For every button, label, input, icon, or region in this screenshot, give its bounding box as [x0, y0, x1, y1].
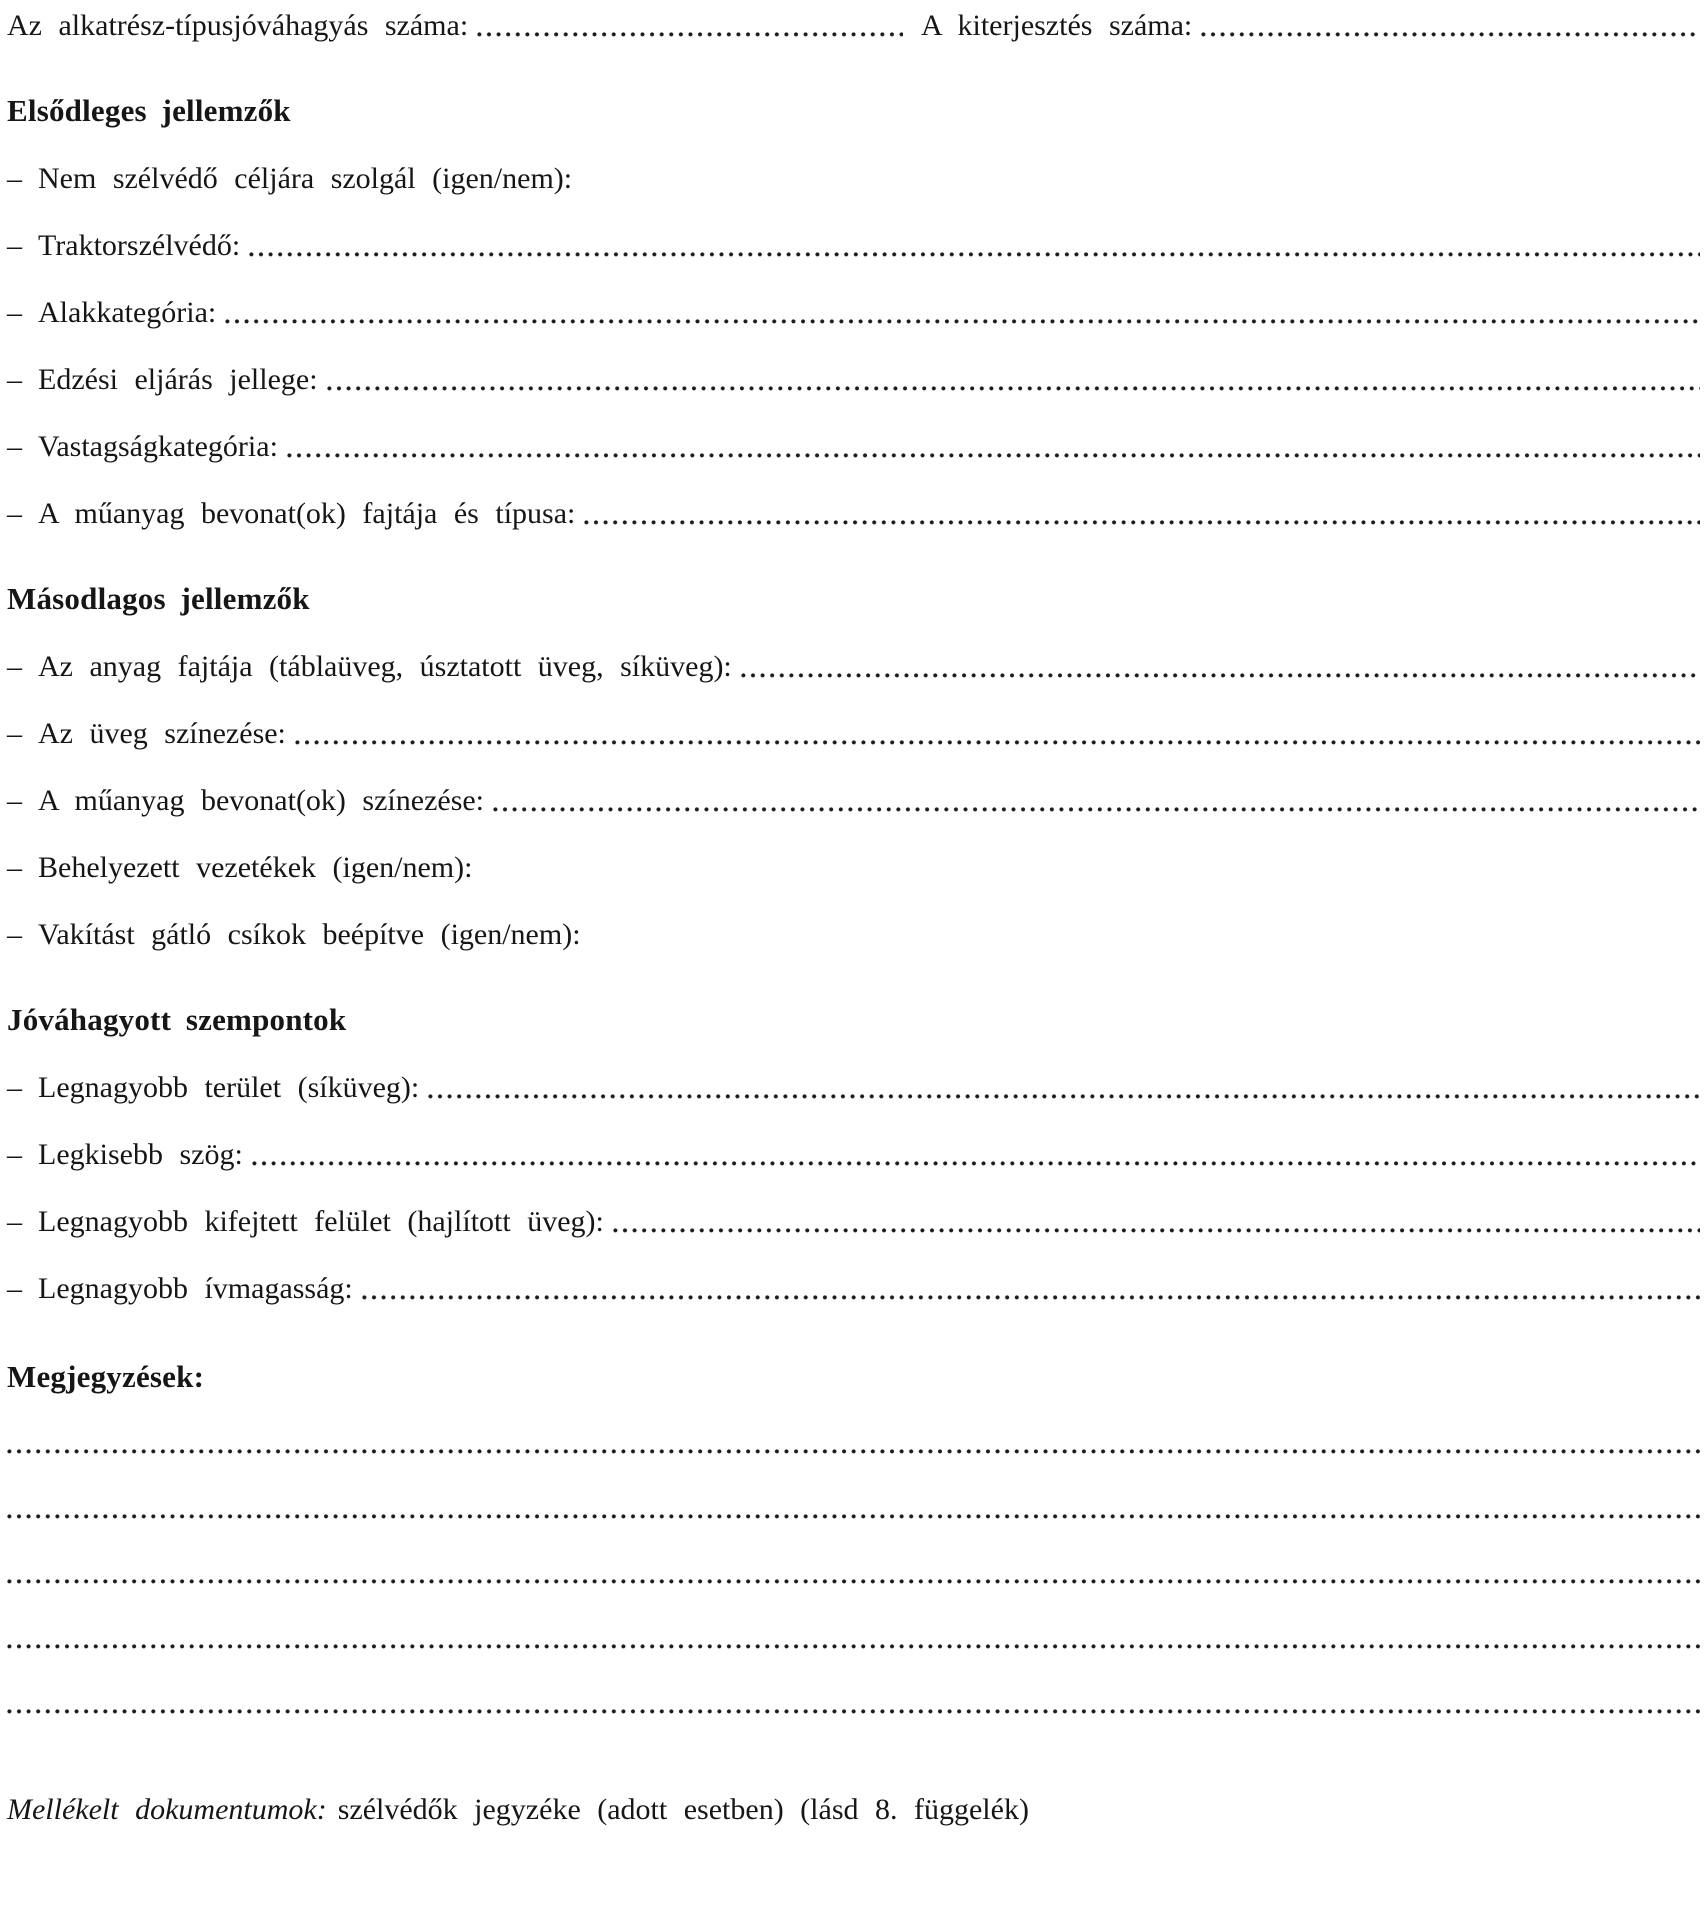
dash-marker: – — [7, 430, 22, 463]
blank-dotted-line — [7, 1491, 1700, 1531]
field-label: A kiterjesztés száma: — [921, 9, 1193, 42]
form-field-row — [7, 781, 1700, 821]
dotted-leader-line — [240, 226, 1700, 266]
blank-dotted-line — [7, 1556, 1700, 1596]
blank-dotted-line — [7, 1426, 1700, 1466]
field-label: Edzési eljárás jellege: — [38, 363, 318, 396]
dotted-leader-line — [318, 360, 1700, 400]
attached-documents-line — [7, 1790, 1700, 1830]
section-heading: Jóváhagyott szempontok — [7, 1002, 347, 1037]
dotted-leader-line — [604, 1202, 1700, 1242]
blank-dotted-line — [7, 1621, 1700, 1661]
dash-marker: – — [7, 1272, 22, 1305]
dotted-leader-line — [732, 647, 1700, 687]
form-field-row — [7, 915, 1700, 955]
dotted-leader-line — [468, 6, 903, 46]
document-page — [0, 6, 1704, 1830]
form-field-row — [7, 848, 1700, 888]
dash-marker: – — [7, 497, 22, 530]
dotted-leader-line — [419, 1068, 1700, 1108]
form-field-row — [7, 1269, 1700, 1309]
form-field-row — [7, 360, 1700, 400]
form-field-row — [7, 1068, 1700, 1108]
field-label: Vastagságkategória: — [38, 430, 278, 463]
dash-marker: – — [7, 918, 22, 951]
dash-marker: – — [7, 650, 22, 683]
dash-marker: – — [7, 784, 22, 817]
field-label: Legnagyobb ívmagasság: — [38, 1272, 353, 1305]
field-label: Behelyezett vezetékek (igen/nem): — [38, 851, 473, 884]
field-label: Legnagyobb terület (síküveg): — [38, 1071, 420, 1104]
field-label: Legnagyobb kifejtett felület (hajlított üveg): — [38, 1205, 604, 1238]
dash-marker: – — [7, 717, 22, 750]
field-label: Az anyag fajtája (táblaüveg, úsztatott üveg, síküveg): — [38, 650, 732, 683]
attached-documents-lead: Mellékelt dokumentumok: — [7, 1793, 327, 1826]
dotted-leader-line — [243, 1135, 1700, 1175]
form-field-row — [7, 1135, 1700, 1175]
approval-numbers-row — [7, 6, 1700, 46]
dash-marker: – — [7, 1071, 22, 1104]
form-field-row — [7, 226, 1700, 266]
dash-marker: – — [7, 851, 22, 884]
blank-dotted-line — [7, 1686, 1700, 1726]
form-field-row — [7, 494, 1700, 534]
dotted-leader-line — [1192, 6, 1700, 46]
dotted-leader-line — [575, 494, 1700, 534]
field-label: Vakítást gátló csíkok beépítve (igen/nem): — [38, 918, 581, 951]
notes-heading: Megjegyzések: — [7, 1359, 205, 1394]
dash-marker: – — [7, 229, 22, 262]
field-label: Alakkategória: — [38, 296, 217, 329]
form-field-row — [7, 1202, 1700, 1242]
field-label: Traktorszélvédő: — [38, 229, 241, 262]
form-field-row — [7, 427, 1700, 467]
section-heading: Elsődleges jellemzők — [7, 93, 291, 128]
dash-marker: – — [7, 296, 22, 329]
field-label: Nem szélvédő céljára szolgál (igen/nem): — [38, 162, 573, 195]
field-label: A műanyag bevonat(ok) fajtája és típusa: — [38, 497, 576, 530]
dotted-leader-line — [278, 427, 1700, 467]
dash-marker: – — [7, 1205, 22, 1238]
attached-documents-text: szélvédők jegyzéke (adott esetben) (lásd 8. függelék) — [337, 1793, 1029, 1826]
dotted-leader-line — [286, 714, 1700, 754]
field-label: Az alkatrész-típusjóváhagyás száma: — [7, 9, 469, 42]
field-label: Az üveg színezése: — [38, 717, 286, 750]
form-field-row — [7, 159, 1700, 199]
dash-marker: – — [7, 162, 22, 195]
dotted-leader-line — [353, 1269, 1700, 1309]
dash-marker: – — [7, 363, 22, 396]
section-heading: Másodlagos jellemzők — [7, 581, 310, 616]
dotted-leader-line — [484, 781, 1700, 821]
form-field-row — [7, 293, 1700, 333]
field-label: A műanyag bevonat(ok) színezése: — [38, 784, 485, 817]
form-field-row — [7, 647, 1700, 687]
form-field-row — [7, 714, 1700, 754]
extension-number-field — [921, 6, 1700, 46]
dash-marker: – — [7, 1138, 22, 1171]
dotted-leader-line — [216, 293, 1700, 333]
approval-number-field — [7, 6, 903, 46]
field-label: Legkisebb szög: — [38, 1138, 243, 1171]
